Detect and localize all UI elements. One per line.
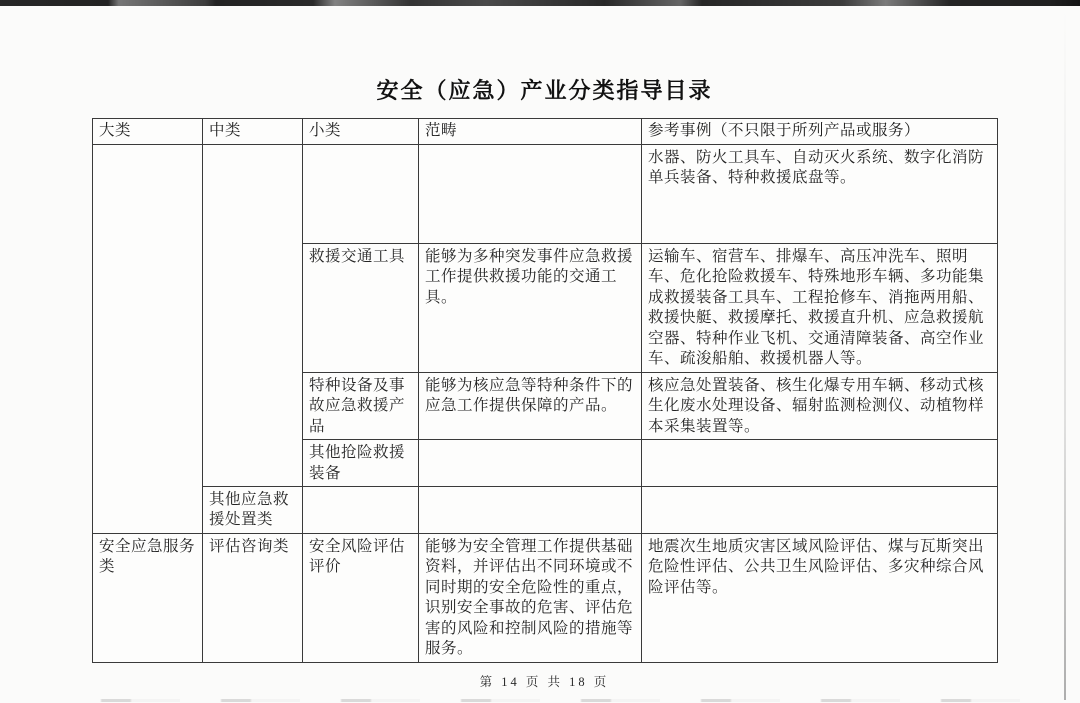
header-minor-category: 小类 (303, 119, 419, 145)
page-title: 安全（应急）产业分类指导目录 (376, 78, 713, 103)
header-middle-category: 中类 (203, 119, 303, 145)
cell-examples: 地震次生地质灾害区域风险评估、煤与瓦斯突出危险性评估、公共卫生风险评估、多灾种综合风险评估等。 (642, 533, 998, 662)
cell-examples (642, 440, 998, 487)
table-row (93, 486, 998, 533)
cell-major-category: 安全应急服务类 (93, 533, 203, 662)
table-header-row (93, 119, 998, 145)
cell-examples (642, 486, 998, 533)
cell-scope (419, 145, 642, 244)
cell-minor-category (303, 486, 419, 533)
cell-scope: 能够为多种突发事件应急救援工作提供救援功能的交通工具。 (419, 244, 642, 373)
header-scope: 范畴 (419, 119, 642, 145)
header-examples: 参考事例（不只限于所列产品或服务） (642, 119, 998, 145)
cell-middle-category: 评估咨询类 (203, 533, 303, 662)
scan-right-edge-artifact (1064, 10, 1066, 700)
cell-minor-category: 特种设备及事故应急救援产品 (303, 372, 419, 439)
cell-scope: 能够为安全管理工作提供基础资料，并评估出不同环境或不同时期的安全危险性的重点，识别安全事故的危害、评估危害的风险和控制风险的措施等服务。 (419, 533, 642, 662)
scan-bottom-smudge-artifact (60, 699, 1020, 702)
cell-scope (419, 440, 642, 487)
header-major-category: 大类 (93, 119, 203, 145)
cell-minor-category: 救援交通工具 (303, 244, 419, 373)
scan-top-edge-artifact (0, 0, 1080, 6)
cell-middle-category-empty (203, 145, 303, 487)
cell-examples: 运输车、宿营车、排爆车、高压冲洗车、照明车、危化抢险救援车、特殊地形车辆、多功能集成救援装备工具车、工程抢修车、消拖两用船、救援快艇、救援摩托、救援直升机、应急救援航空器、特种作业飞机、交通清障装备、高空作业车、疏浚船舶、救援机器人等。 (642, 244, 998, 373)
cell-minor-category (303, 145, 419, 244)
cell-examples: 水器、防火工具车、自动灭火系统、数字化消防单兵装备、特种救援底盘等。 (642, 145, 998, 244)
cell-middle-category: 其他应急救援处置类 (203, 486, 303, 533)
page-number: 第 14 页 共 18 页 (479, 675, 610, 689)
cell-minor-category: 其他抢险救援装备 (303, 440, 419, 487)
table-row (93, 145, 998, 244)
cell-scope (419, 486, 642, 533)
cell-scope: 能够为核应急等特种条件下的应急工作提供保障的产品。 (419, 372, 642, 439)
cell-minor-category: 安全风险评估评价 (303, 533, 419, 662)
cell-examples: 核应急处置装备、核生化爆专用车辆、移动式核生化废水处理设备、辐射监测检测仪、动植物样本采集装置等。 (642, 372, 998, 439)
cell-major-category-empty (93, 145, 203, 534)
classification-table (92, 118, 998, 663)
table-row (93, 533, 998, 662)
